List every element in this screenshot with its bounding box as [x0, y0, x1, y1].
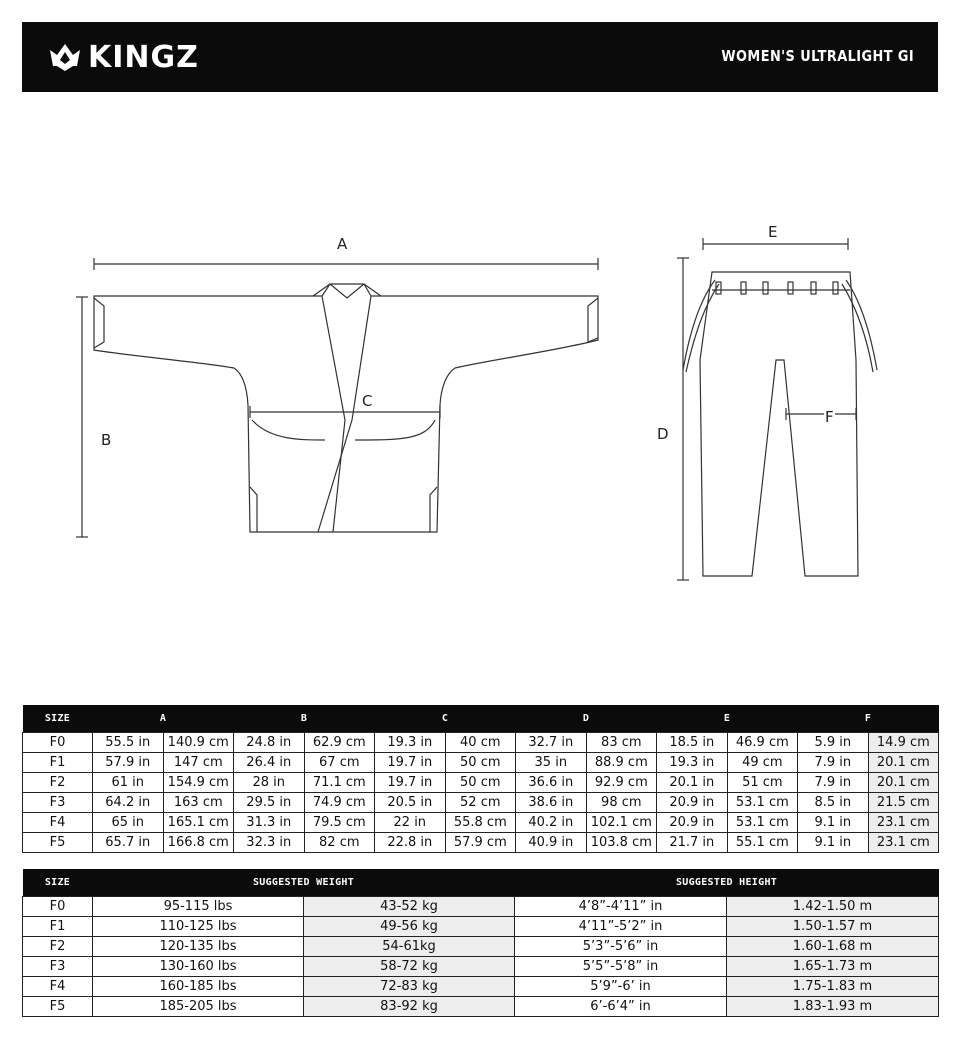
measurement-cell: 55.5 in	[93, 733, 164, 753]
measurement-cell: 50 cm	[445, 753, 516, 773]
dimension-label-c: C	[362, 392, 373, 410]
measurement-cell: 154.9 cm	[163, 773, 234, 793]
measurement-cell: 64.2 in	[93, 793, 164, 813]
measurement-cell: 165.1 cm	[163, 813, 234, 833]
measurement-cell: 46.9 cm	[727, 733, 798, 753]
measurement-cell: 24.8 in	[234, 733, 305, 753]
header-e: E	[657, 705, 798, 733]
measurements-table	[22, 705, 939, 853]
measurement-cell: 20.1 cm	[868, 773, 939, 793]
table-row	[23, 813, 939, 833]
measurement-cell: 14.9 cm	[868, 733, 939, 753]
size-cell: F2	[23, 773, 93, 793]
measurement-cell: 7.9 in	[798, 753, 869, 773]
measurement-cell: 103.8 cm	[586, 833, 657, 853]
measurement-cell: 79.5 cm	[304, 813, 375, 833]
suggested-header-row	[23, 869, 939, 897]
measurement-cell: 53.1 cm	[727, 813, 798, 833]
product-title: WOMEN'S ULTRALIGHT GI	[721, 47, 914, 65]
measurement-cell: 88.9 cm	[586, 753, 657, 773]
measurement-cell: 18.5 in	[657, 733, 728, 753]
measurement-cell: 19.3 in	[657, 753, 728, 773]
weight-lbs-cell: 185-205 lbs	[93, 997, 304, 1017]
measurement-cell: 52 cm	[445, 793, 516, 813]
measurement-cell: 61 in	[93, 773, 164, 793]
height-in-cell: 5’9”-6’ in	[515, 977, 727, 997]
height-m-cell: 1.75-1.83 m	[727, 977, 939, 997]
size-cell: F4	[23, 977, 93, 997]
table-row	[23, 753, 939, 773]
measurement-cell: 32.3 in	[234, 833, 305, 853]
measurement-cell: 55.8 cm	[445, 813, 516, 833]
weight-kg-cell: 58-72 kg	[304, 957, 515, 977]
height-in-cell: 4’8”-4’11” in	[515, 897, 727, 917]
measurement-cell: 19.7 in	[375, 753, 446, 773]
size-cell: F0	[23, 733, 93, 753]
header-suggested-weight: SUGGESTED WEIGHT	[93, 869, 515, 897]
measurement-cell: 82 cm	[304, 833, 375, 853]
measurement-cell: 40.9 in	[516, 833, 587, 853]
measurement-cell: 9.1 in	[798, 813, 869, 833]
measurement-cell: 147 cm	[163, 753, 234, 773]
header-c: C	[375, 705, 516, 733]
weight-kg-cell: 54-61kg	[304, 937, 515, 957]
crown-icon	[48, 42, 82, 72]
height-m-cell: 1.42-1.50 m	[727, 897, 939, 917]
height-m-cell: 1.50-1.57 m	[727, 917, 939, 937]
measurement-cell: 19.7 in	[375, 773, 446, 793]
measurement-cell: 20.5 in	[375, 793, 446, 813]
measurement-cell: 166.8 cm	[163, 833, 234, 853]
measurement-cell: 26.4 in	[234, 753, 305, 773]
dimension-label-e: E	[768, 223, 778, 241]
header-b: B	[234, 705, 375, 733]
measurement-cell: 98 cm	[586, 793, 657, 813]
weight-kg-cell: 49-56 kg	[304, 917, 515, 937]
measurement-cell: 67 cm	[304, 753, 375, 773]
header-bar	[22, 22, 938, 92]
header-size: SIZE	[23, 869, 93, 897]
size-cell: F5	[23, 833, 93, 853]
size-cell: F1	[23, 753, 93, 773]
measurement-cell: 83 cm	[586, 733, 657, 753]
size-cell: F0	[23, 897, 93, 917]
measurement-cell: 163 cm	[163, 793, 234, 813]
measurement-cell: 35 in	[516, 753, 587, 773]
table-row	[23, 917, 939, 937]
measurement-cell: 22 in	[375, 813, 446, 833]
size-cell: F1	[23, 917, 93, 937]
measurement-cell: 40 cm	[445, 733, 516, 753]
measurement-cell: 9.1 in	[798, 833, 869, 853]
height-m-cell: 1.83-1.93 m	[727, 997, 939, 1017]
measurement-cell: 23.1 cm	[868, 813, 939, 833]
size-cell: F4	[23, 813, 93, 833]
measurement-cell: 50 cm	[445, 773, 516, 793]
measurement-cell: 29.5 in	[234, 793, 305, 813]
measurement-cell: 21.7 in	[657, 833, 728, 853]
height-in-cell: 6’-6’4” in	[515, 997, 727, 1017]
measurement-cell: 20.9 in	[657, 793, 728, 813]
height-in-cell: 5’5”-5’8” in	[515, 957, 727, 977]
table-row	[23, 957, 939, 977]
measurement-cell: 62.9 cm	[304, 733, 375, 753]
size-cell: F3	[23, 957, 93, 977]
weight-lbs-cell: 95-115 lbs	[93, 897, 304, 917]
measurement-cell: 65 in	[93, 813, 164, 833]
brand-logo	[48, 40, 199, 74]
measurement-cell: 28 in	[234, 773, 305, 793]
measurement-cell: 51 cm	[727, 773, 798, 793]
size-cell: F5	[23, 997, 93, 1017]
brand-name: KINGZ	[88, 39, 199, 75]
dimension-label-b: B	[101, 431, 112, 449]
size-cell: F3	[23, 793, 93, 813]
table-row	[23, 937, 939, 957]
measurement-cell: 102.1 cm	[586, 813, 657, 833]
measurement-cell: 7.9 in	[798, 773, 869, 793]
measurement-cell: 65.7 in	[93, 833, 164, 853]
measurement-cell: 20.1 in	[657, 773, 728, 793]
measurement-cell: 8.5 in	[798, 793, 869, 813]
header-f: F	[798, 705, 939, 733]
weight-kg-cell: 83-92 kg	[304, 997, 515, 1017]
header-d: D	[516, 705, 657, 733]
weight-lbs-cell: 130-160 lbs	[93, 957, 304, 977]
table-row	[23, 977, 939, 997]
table-row	[23, 793, 939, 813]
measurement-cell: 20.1 cm	[868, 753, 939, 773]
measurements-header-row	[23, 705, 939, 733]
measurement-cell: 38.6 in	[516, 793, 587, 813]
dimension-label-f: F	[825, 408, 834, 426]
measurement-cell: 40.2 in	[516, 813, 587, 833]
table-row	[23, 897, 939, 917]
measurement-cell: 5.9 in	[798, 733, 869, 753]
weight-lbs-cell: 110-125 lbs	[93, 917, 304, 937]
weight-lbs-cell: 120-135 lbs	[93, 937, 304, 957]
measurement-cell: 23.1 cm	[868, 833, 939, 853]
dimension-label-d: D	[657, 425, 669, 443]
dimension-label-a: A	[337, 235, 348, 253]
weight-kg-cell: 43-52 kg	[304, 897, 515, 917]
height-m-cell: 1.65-1.73 m	[727, 957, 939, 977]
measurement-cell: 57.9 cm	[445, 833, 516, 853]
suggested-size-table	[22, 869, 939, 1017]
table-row	[23, 833, 939, 853]
weight-kg-cell: 72-83 kg	[304, 977, 515, 997]
measurement-cell: 57.9 in	[93, 753, 164, 773]
measurement-cell: 55.1 cm	[727, 833, 798, 853]
measurement-cell: 20.9 in	[657, 813, 728, 833]
weight-lbs-cell: 160-185 lbs	[93, 977, 304, 997]
measurement-cell: 21.5 cm	[868, 793, 939, 813]
header-a: A	[93, 705, 234, 733]
size-cell: F2	[23, 937, 93, 957]
measurement-cell: 31.3 in	[234, 813, 305, 833]
height-m-cell: 1.60-1.68 m	[727, 937, 939, 957]
measurement-cell: 36.6 in	[516, 773, 587, 793]
table-row	[23, 773, 939, 793]
measurement-cell: 49 cm	[727, 753, 798, 773]
measurement-cell: 22.8 in	[375, 833, 446, 853]
height-in-cell: 4’11”-5’2” in	[515, 917, 727, 937]
table-row	[23, 733, 939, 753]
measurement-cell: 53.1 cm	[727, 793, 798, 813]
measurement-cell: 71.1 cm	[304, 773, 375, 793]
measurement-cell: 32.7 in	[516, 733, 587, 753]
table-row	[23, 997, 939, 1017]
height-in-cell: 5’3”-5’6” in	[515, 937, 727, 957]
header-suggested-height: SUGGESTED HEIGHT	[515, 869, 939, 897]
measurement-cell: 19.3 in	[375, 733, 446, 753]
measurement-cell: 140.9 cm	[163, 733, 234, 753]
header-size: SIZE	[23, 705, 93, 733]
measurement-cell: 74.9 cm	[304, 793, 375, 813]
measurement-cell: 92.9 cm	[586, 773, 657, 793]
